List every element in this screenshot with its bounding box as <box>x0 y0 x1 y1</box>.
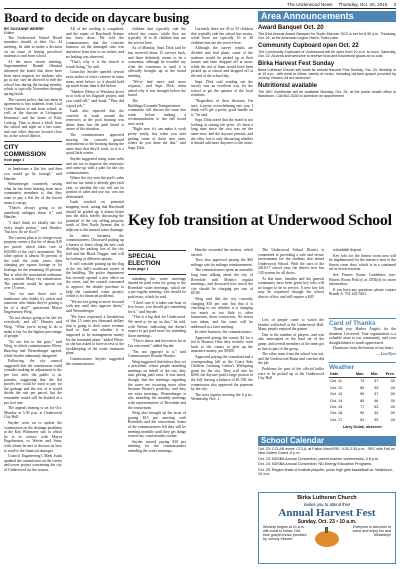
cell: 35 <box>374 417 379 422</box>
divider <box>128 274 186 275</box>
cell: Oct. 16 <box>330 411 343 416</box>
cell: Oct. 15 <box>330 405 343 410</box>
daycare-paragraph: "Regardless of their decision, I'm sure, it pretty overwhelming one way. I think we'll get a pretty good handle on it," he said. <box>191 98 253 117</box>
special-election-paragraph: They also approved paying the $65 mileage rate for mileage reimbursement. <box>191 258 253 267</box>
divider <box>4 164 62 165</box>
column-1 <box>4 27 62 565</box>
key-fob-paragraph: At this time, families and the general community have been given key fobs will no longer to be in service. A new key fob may be requested through the school district office, and will require a $20 <box>258 276 324 299</box>
city-commission-paragraph: The commissioners approved moving the concrete ground assessments to the housing during the same time that they'd work, so it is a quick little winter. <box>66 133 124 156</box>
cell: .00 <box>389 392 395 397</box>
area-announcements <box>258 23 396 99</box>
column-3-top <box>128 27 186 209</box>
announcement-text: The WIC Nutritionist will be available Monday, Oct. 24, at the public health office in Washburn. Call 462-3330 to schedule an appointment. <box>258 89 396 99</box>
cell: 39 <box>374 385 379 390</box>
cell: .00 <box>389 405 395 410</box>
school-calendar-heading: School Calendar <box>258 436 396 446</box>
announcement-heading: Award Banquet Oct. 20 <box>258 25 324 31</box>
ad-details-row <box>259 525 395 549</box>
city-commission-paragraph: "Shadow (Weiss of Weishes) drove in to look at his flagstaff project, and you could tell," said Isaak. "They did a good job." <box>66 89 124 108</box>
special-election-paragraph: Weig also brought up the issue of paying $15 per meeting with Riverdale and the consortium. Some of the commissioners felt they will be meeting monthly until they get things ironed out, some months sooner. <box>128 411 186 439</box>
key-fob-headline: Key fob transition at Underwood School <box>128 212 392 229</box>
table-header-row <box>329 371 396 378</box>
ad-right-text: Everyone is welcome to come and enjoy fun and fellowship! <box>352 524 391 537</box>
ad-left-text: Worship begins at 10 a.m. with meal to follow. Old-time gospel music provided by Johnny Vincent. <box>263 524 307 542</box>
pumpkin-icon <box>312 525 342 549</box>
key-fob-paragraph: The Underwood School District is committed to providing a safe and secure environment for the students that attend Underwood School. With the start of the 2016-17 school year, the district now has 145 system for all doors. <box>258 248 324 275</box>
cell: Oct. 12 <box>330 385 343 390</box>
city-commission-paragraph: "We have requested a breakdown of that 15 cents per thousand dollars that is going to their water revenue fund to find out whether it is supposed to be management money for the treatment plant," added Wiese, as she has asked to have access to the bookkeeping of the water treatment plant. <box>66 314 124 356</box>
lead-headline: Board to decide on daycare busing <box>4 10 189 25</box>
cell: .00 <box>389 417 395 422</box>
special-election-paragraph: The commissioners spent an amicable long time talking about the city of Riverdale with Mindy's regular meetings, and discussed how much the city should be charging per rate of $5.00. <box>191 268 253 296</box>
ad-church-name: Birka Lutheran Church <box>297 495 357 501</box>
thanks-paragraph: Thank you, Harbor Angels, for the donation I received. Your organization is a valuable asset to our community, and your thoughtfulness is much appreciated. <box>329 327 396 345</box>
special-election-paragraph: "I'm not opposed to it," said Commissioner Rosalie Hausler. <box>128 349 186 359</box>
lead-byline-role: Editor <box>4 31 14 36</box>
city-commission-paragraph: "There's always going to be somebody unhappy about it," said Hausler. <box>4 206 62 220</box>
column-4-bottom <box>191 248 253 565</box>
key-fob-paragraph: If you have any questions, please contact Brandi A. 701-442-3201. <box>329 287 396 297</box>
city-commission-paragraph: The appeals hearing is set for Oct. Monday at 5:30 p.m. at Underwood City Hall. <box>4 406 62 420</box>
daycare-paragraph: As of Monday, Supt. Dick said he has received about 15 surveys back, and there definitely seems to be a consensus, although he wouldn't say what the consensus is until it is officially brought up at the board meeting. <box>128 46 186 78</box>
city-commission-paragraph: The current plan is to charge every property owner a flat fee of about $19 per parcel, which takes care of $30,000 of the city's assessment. The other option is almost 50 percent of the total the early years, then charging per square footage or lot frontage for the remaining 50 percent. But is what the assessment ordinance says is unfair. Many city commission. The specials would be spread out over 15 years. <box>4 235 62 291</box>
city-commission-paragraph: Councilor Snyder queried several extra inches of extra concrete in some areas, need before, so it should hold up much better than it did before. <box>66 70 124 89</box>
special-election-paragraph: Hausler seconded the motion, which carried. <box>191 248 253 257</box>
cell: 65 <box>360 385 365 390</box>
column-3-bottom <box>128 248 186 565</box>
weather-heading: Weather <box>329 362 396 371</box>
cell: Oct. 11 <box>330 379 342 384</box>
thanks-paragraph: Donations from the bottom of my heart. <box>333 346 394 351</box>
special-election-paragraph: The next regular meeting the 6 p.m., Wednesday Nov. 1. <box>191 392 253 402</box>
cell: Oct. 14 <box>330 398 343 403</box>
ad-invite: invites you to attend their <box>303 501 351 507</box>
daycare-paragraph: Although the survey results are divided into bad plans, some of the students would be picked up at their homes and then dropped off at noon, while the rest of them would have been picked up at school and dropped off at the end of the school day. <box>191 46 253 78</box>
column-header: Max. <box>350 371 365 378</box>
daycare-paragraph: Supt. Dick noted that the board is not looking at raising the price, it's been a long time since the cost was set the same now, and the daycare parents, and the offer, but is only discussing whether it should add more daycares to the route. <box>191 118 253 146</box>
issue-date: Thursday, Oct. 20, 2016 <box>338 2 388 7</box>
city-commission-paragraph: "I don't think it's ideally fair for every single person," said Hausler, "but how do we fix it?" <box>4 221 62 235</box>
cell: 54 <box>360 417 365 422</box>
cell: 46 <box>374 398 379 403</box>
cell: 77 <box>360 405 365 410</box>
weather-credit: Larry Dolak, observer <box>342 425 383 430</box>
bracket-brief <box>258 318 324 432</box>
area-announcements-heading: Area Announcements <box>258 11 396 22</box>
announcement-text: The Community Cupboard of Underwood will be open from 10 a.m. to noon, Saturday, Oct. 22. All area and welcome to receive food and household goods at no cost. <box>258 49 396 59</box>
column-header: Date <box>329 371 350 378</box>
lead-paragraph: The Underwood School Board members should, at their Oct. 24 meeting, be able to make a decision on an issue of busing preschool students to and from school. <box>4 35 62 59</box>
announcement-item <box>258 25 396 41</box>
cell: 59 <box>360 392 365 397</box>
cell: .00 <box>389 411 395 416</box>
key-fob-paragraph: Key fobs for the fitness room area will be implemented for the entrance next to the fitness room door, which is in a continued set in seven sessions. <box>329 253 396 272</box>
city-commission-paragraph: Isaak touched on potential mapping work, noting that Burchardt should be graded up, it drains better into the ditch, briefly discussing the potential of the city selling property south of Ben North Avenue that is adjacent to the natural water drainage. <box>66 200 124 232</box>
bracket-paragraph: The other team from the school was out, and the Underwood Rams and coaches did the job. <box>258 352 324 366</box>
weather-box <box>329 362 396 432</box>
special-election-paragraph: Approved paying the consultant and a corresponding bill at the Coast Side Children Learning Center's Wellspring grant for the city. They will also be $200, the daycare paid a large portion of the bill, leaving a balance of $1,700, the commission also approved the payment by the city. <box>191 355 253 392</box>
weather-table <box>329 371 396 423</box>
card-of-thanks <box>329 318 396 360</box>
daycare-paragraph: children that typically ride the school bus routes, while they are typically 10 to 20 children that use the service here. <box>128 27 186 45</box>
announcement-text: Birka Lutheran Church will holds its annual Harvest Fest Sunday, Oct. 23. Worship is at 10 a.m., with meal to follow, variety of music, including old-time gospel provided by Johnny Vincent. All are welcome! <box>258 67 396 81</box>
daycare-paragraph: Supt. Dick said sending out the survey was an excellent way for the school to get the opinion of the local residents. <box>191 79 253 98</box>
column-header: Prec. <box>379 371 396 378</box>
cell: 37 <box>374 392 379 397</box>
key-fob-column-1 <box>258 248 324 316</box>
key-fob-paragraph: refundable deposit. <box>333 248 363 252</box>
city-commission-paragraph: It will consider putting up the flag at the city hall's northwest corner of the building. The police department has recently opened a new office on the street, and the council consented to approve the double purchase to help the combined water project, which is for financial problems. <box>66 262 124 299</box>
cell: 37 <box>374 379 379 384</box>
page-header <box>4 2 396 9</box>
special-election-paragraph: Snyder moved paying $10 per meeting for the commissioners attending the water meetings. <box>128 439 186 453</box>
harvest-fest-ad <box>258 492 396 564</box>
city-commission-paragraph: Weisenberger countered, saying what he has been hearing from most community members is that they want to pay a flat fee of the lowest mean it can go. <box>4 182 62 205</box>
announcement-heading: Birka Harvest Fest Sunday <box>258 60 335 67</box>
city-commission-paragraph: "We are not going to move forward with any until they approve theirs," said Weisenberger. <box>66 299 124 314</box>
jump-label: from page 1 <box>4 157 25 162</box>
cell: Oct. 17 <box>330 417 343 422</box>
column-header: Min. <box>365 371 379 378</box>
city-commission-paragraph: Where the city uses the pool's sales and use tax funds it already gets each year, or whether the city will use its portion of sales and use tax, was not determined. <box>66 176 124 199</box>
announcement-item <box>258 61 396 81</box>
special-election-paragraph: In other business, the commissioners: <box>195 330 253 335</box>
cell: Oct. 13 <box>330 392 343 397</box>
newspaper-page <box>4 2 396 565</box>
announcement-text: The 81st Annual Award Banquet for South McLean SCD is set for 6:30 p.m. Thursday, Oct. 20, at the American Legion Hall in Turtle Lake. <box>258 32 396 41</box>
cell: .00 <box>389 379 395 384</box>
lead-byline: BY SUZANNE WERRE <box>4 27 44 31</box>
announcement-item <box>258 43 396 59</box>
cell: 35 <box>374 411 379 416</box>
announcement-heading: Community Cupboard open Oct. 22 <box>258 42 359 49</box>
thanks-signature: — Lisa Dyer <box>376 351 396 356</box>
jump-label: from page 1 <box>128 267 149 271</box>
bracket-paragraph: Due to the number of players, and was also interrupted in the final set of the game, and several members of the team got in line as part of the group. <box>258 332 324 351</box>
city-commission-paragraph: Following, the city council suggested that the commission could consider making an adjustment to the per foot after the public is in, pursuits, suggesting that the flat parcels fee could be used to pay for the garbage and the rest of it would divide the rate per parcel, but the remainder would still be divided at a per foot rate. <box>4 359 62 405</box>
city-commission-paragraph: Snyder went on to update the commission on the drainage problems at the Kay Wittmayer site, to which he is in contact with Mayor Engebretsen, so Weiser and Sons, with whom he met to discuss on how to resolve the financial damages. <box>4 420 62 453</box>
key-fob-paragraph: See Fitness Room Guidelines (see. Fitness Room Policy) at 4704(d) for more information. <box>329 272 396 287</box>
special-election-paragraph: "I don't care if it takes one hour or five hours, you should get something for it," said Snyder. <box>128 300 186 314</box>
city-commission-paragraph: "It's not always going to be fair for everybody, and all," Hausler said Weig. "What you're trying to do is make it fair for the highest percentage of people." <box>4 315 62 339</box>
special-election-paragraph: "This is a big deal for Underwood. We need to be up on this," he told, with Weiser, indicating she doesn't expect to get paid more for attending those meetings. <box>128 315 186 338</box>
table-row <box>329 378 396 385</box>
cell: 65 <box>360 398 365 403</box>
page-number: 3 <box>393 2 396 7</box>
special-election-paragraph: attending the water meetings should be paid extra for going to the Riverdale water meetings, which are a pre-regular meeting, who should be paid extra, which he said. <box>128 276 186 299</box>
city-commission-heading: CITY COMMISSION <box>4 143 46 158</box>
column-4-top <box>191 27 253 209</box>
special-election-paragraph: Weig suggested that before they set a precedent, where people attending meetings on behalf of the city, they start getting paid extra. It was noted, though, that the meetings regarding the water are occurring more often because Weiser's portfolio, and they are extra meetings. Weisenberger is also attending the monthly meetings with representatives of Riverdale and the consortium. <box>128 359 186 410</box>
bracket-paragraph: Lots of people came to watch the bracket volleyball at the Underwood Hall. Many people enjoyed the games. <box>258 318 324 332</box>
city-commission-paragraph: "Are we sure there isn't a landowner who thinks it's unfair and someone who thinks they're getting a bit of a deal?" questioned Mayor Engebretsen Weig. <box>4 291 62 315</box>
divider <box>4 141 62 142</box>
paper-name: The Underwood News <box>287 2 333 7</box>
special-election-paragraph: Weig said that the city currently charging $10 per rate, but that it is checking to see whether it is charging too much or too little to other businesses, these contractors. No action was taken, and the issue will be addressed at a later meeting. <box>191 296 253 329</box>
special-election-paragraph: Approved giving the county $2 for a fee to Hausers Ohio they recently went back to the county to pick up the insurance money, per $5000. <box>191 335 253 354</box>
cell: 53 <box>374 405 379 410</box>
cell: 59 <box>360 411 365 416</box>
cell: 73 <box>360 379 365 384</box>
divider <box>128 250 186 251</box>
cell: .00 <box>389 398 395 403</box>
city-commission-paragraph: "That's why it is the church is worth fixing," he said. <box>66 60 124 69</box>
calendar-item: Oct. 25: Region finals of football playoffs; junior high girls basketball vs. Washburn, 10 a.m. <box>258 467 393 477</box>
bracket-paragraph: Problems for part of the official ballot were to be picked up at the Underwood City Hall. <box>258 366 324 381</box>
ad-date: Sunday, Oct. 23 • 10 a.m. <box>297 518 357 525</box>
special-election-heading: SPECIAL ELECTION <box>128 253 161 267</box>
school-calendar <box>258 447 396 477</box>
city-commission-paragraph: Council Engineering's Mark Isaak updated the commission on the streets and sewer project concerning the city of Underwood for the season. <box>4 454 62 472</box>
lead-paragraph: The current policy that has been in agreement is bus students from Coal Creek Station to and from school, as well as the daycare at Livingston Insurance, and the home of Kitty Gulsvig. Thus is about a block from the school and right on a bus route, and one other daycare located close by, in the school district. <box>4 97 62 139</box>
daycare-paragraph: Currently there are 45 to 55 children that typically ride the school bus routes, while there are typically 10 to 20 children that use the service here. <box>191 27 253 45</box>
announcement-item <box>258 83 396 99</box>
city-commission-paragraph: In other business, the commissioners: Discussed putting up a barrier or fence along the new curb dividing the parking lots of the city hall and the Black Nugget, and will be looking at different options. <box>66 233 124 261</box>
ad-event-name: Annual Harvest Fest <box>278 506 376 519</box>
city-commission-paragraph: or landowner a flat fee, and then you would go by footage," said Hausler. <box>4 167 62 181</box>
announcement-heading: Nutritionist available <box>258 82 318 89</box>
daycare-paragraph: The Buildings/Grounds/Transportation committee will discuss the issue this week before making a recommendation to the full board next week. <box>128 98 186 126</box>
card-of-thanks-heading: Card of Thanks <box>329 318 396 327</box>
daycare-paragraph: "We've had more and more requests," said Supt. Dick, when asked why it was brought before the board. <box>128 79 186 98</box>
city-commission-paragraph: Isaak also reported that the concrete in wash around the reservoirs at the pool housing was about done, but the park board is aware of the situation. <box>66 109 124 132</box>
daycare-paragraph: "Right now it's can make it work pretty easily, but when you start getting some of these new ones, where do you draw the line," said Supt. Dick. <box>128 127 186 150</box>
special-election-paragraph: "This is above and beyond as far as I'm concerned," added Snyder. <box>128 339 186 348</box>
calendar-item: Oct. 23: NDSBA Annual Convention; parent-teacher conferences, 4-8 p.m. <box>258 456 380 461</box>
city-commission-paragraph: Snyder suggested using some sales and use tax to improve the reservoirs and come up with a plan for the city commissioners. <box>66 157 124 175</box>
city-commission-paragraph: "It's not fair to the guys," said Weig, to which commissioners Wiese, Bauchop and Weisenberger agreed, while Snyder adamantly disagreed. <box>4 339 62 358</box>
cell: .00 <box>389 385 395 390</box>
calendar-item: Oct. 23: CCLAB event: CCLA, at Fallon Men/GRE, 9:30-3:30 p.m., SRC with Fall vs. New Salem Grand, 6 p.m. <box>258 447 396 456</box>
calendar-item: Oct. 24: NDSBA Annual Convention; ND Energy Education Programs. <box>258 462 372 467</box>
lead-paragraph: At the most recent meeting, Superintendent Brandi Ohnstad informed the board that there have been more requests for students who go to day care be allowed to ride the school bus during the busing months, which is typically November through spring break. <box>4 59 62 96</box>
key-fob-column-2 <box>329 248 396 316</box>
table-row <box>329 417 396 423</box>
column-2 <box>66 27 124 565</box>
city-commission-paragraph: All of the seeding is completed, and the repair of Burchardt Avenue has been done. He told the commissioners that the concrete business on the damaged sites was anywhere from four to six inches, and no leaking was observed. <box>66 27 124 59</box>
city-commission-paragraph: Commissioner Snyder suggested the commissioners <box>66 356 124 366</box>
